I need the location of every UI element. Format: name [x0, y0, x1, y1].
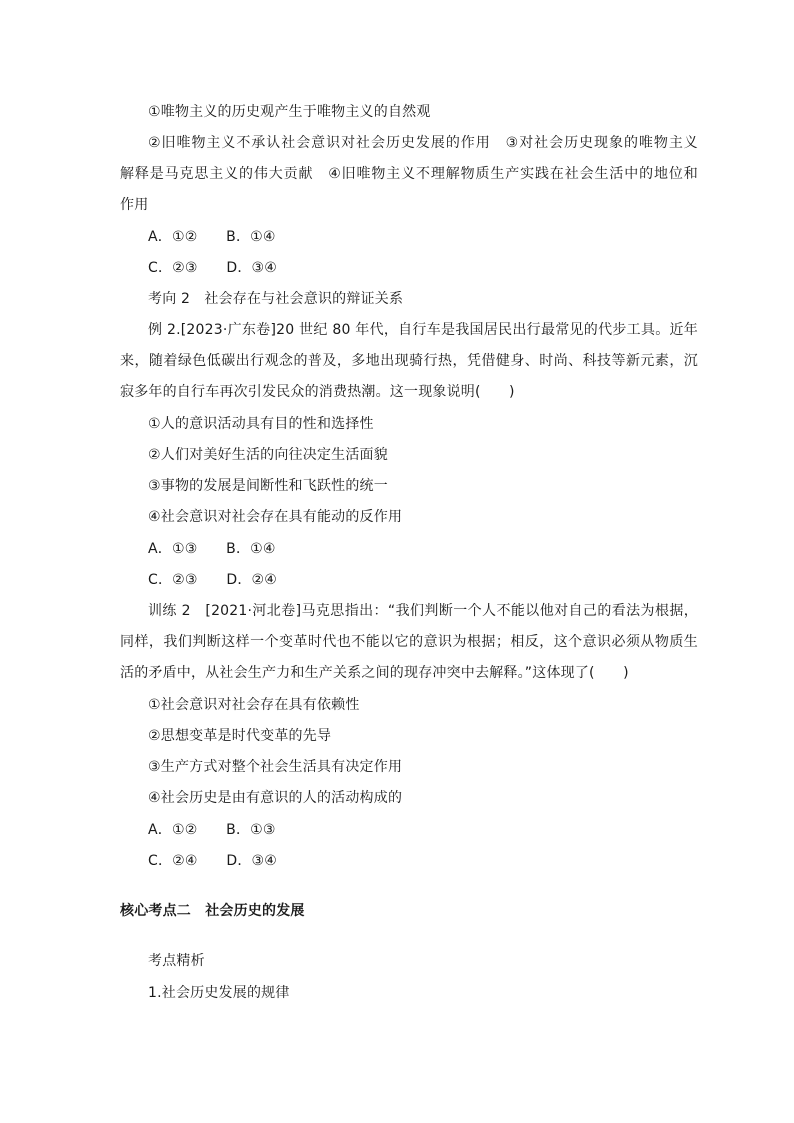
statement-2-line-1: ②旧唯物主义不承认社会意识对社会历史发展的作用 ③对社会历史现象的唯物主义 [148, 135, 698, 151]
statement-2-line-2: 解释是马克思主义的伟大贡献 ④旧唯物主义不理解物质生产实践在社会生活中的地位和 [120, 166, 698, 182]
option-a[interactable]: A．①③ [148, 541, 198, 557]
training-2-line-1: 训练 2 [2021·河北卷]马克思指出：“我们判断一个人不能以他对自己的看法为根据， [148, 603, 698, 619]
statement-1: ①唯物主义的历史观产生于唯物主义的自然观 [148, 104, 431, 120]
example-2-line-2: 来，随着绿色低碳出行观念的普及，多地出现骑行热，凭借健身、时尚、科技等新元素，沉 [120, 353, 698, 369]
example-2-item-1: ①人的意识活动具有目的性和选择性 [148, 416, 374, 432]
example-2-line-3: 寂多年的自行车再次引发民众的消费热潮。这一现象说明( ) [120, 384, 515, 400]
option-a[interactable]: A．①② [148, 822, 198, 838]
training-2-options-row-1 [148, 820, 276, 840]
options-row-1 [148, 227, 276, 247]
training-2-line-2: 同样，我们判断这样一个变革时代也不能以它的意识为根据；相反，这个意识必须从物质生 [120, 634, 698, 650]
point-1-title: 1.社会历史发展的规律 [148, 985, 290, 1001]
training-2-item-3: ③生产方式对整个社会生活具有决定作用 [148, 759, 403, 775]
training-2-line-3: 活的矛盾中，从社会生产力和生产关系之间的现存冲突中去解释。”这体现了( ) [120, 665, 629, 681]
option-b[interactable]: B．①④ [226, 229, 276, 245]
example-2-item-2: ②人们对美好生活的向往决定生活面貌 [148, 447, 388, 463]
training-2-item-1: ①社会意识对社会存在具有依赖性 [148, 697, 360, 713]
statement-2-line-3: 作用 [120, 197, 149, 213]
core-point-heading: 核心考点二 社会历史的发展 [120, 903, 305, 919]
option-b[interactable]: B．①③ [226, 822, 276, 838]
example-2-item-4: ④社会意识对社会存在具有能动的反作用 [148, 509, 403, 525]
option-c[interactable]: C．②④ [148, 853, 198, 869]
section-heading-2: 考向 2 社会存在与社会意识的辩证关系 [148, 291, 404, 307]
option-c[interactable]: C．②③ [148, 572, 198, 588]
training-2-item-2: ②思想变革是时代变革的先导 [148, 728, 332, 744]
options-row-2 [148, 258, 277, 278]
example-2-item-3: ③事物的发展是间断性和飞跃性的统一 [148, 478, 388, 494]
training-2-options-row-2 [148, 851, 277, 871]
training-2-item-4: ④社会历史是由有意识的人的活动构成的 [148, 790, 403, 806]
option-d[interactable]: D．③④ [226, 853, 278, 869]
option-d[interactable]: D．②④ [226, 572, 278, 588]
option-b[interactable]: B．①④ [226, 541, 276, 557]
analysis-subheading: 考点精析 [148, 953, 205, 969]
example-2-options-row-1 [148, 539, 276, 559]
option-d[interactable]: D．③④ [226, 260, 278, 276]
example-2-options-row-2 [148, 570, 277, 590]
example-2-line-1: 例 2.[2023·广东卷]20 世纪 80 年代，自行车是我国居民出行最常见的代步工具。近年 [148, 322, 698, 338]
option-c[interactable]: C．②③ [148, 260, 198, 276]
option-a[interactable]: A．①② [148, 229, 198, 245]
